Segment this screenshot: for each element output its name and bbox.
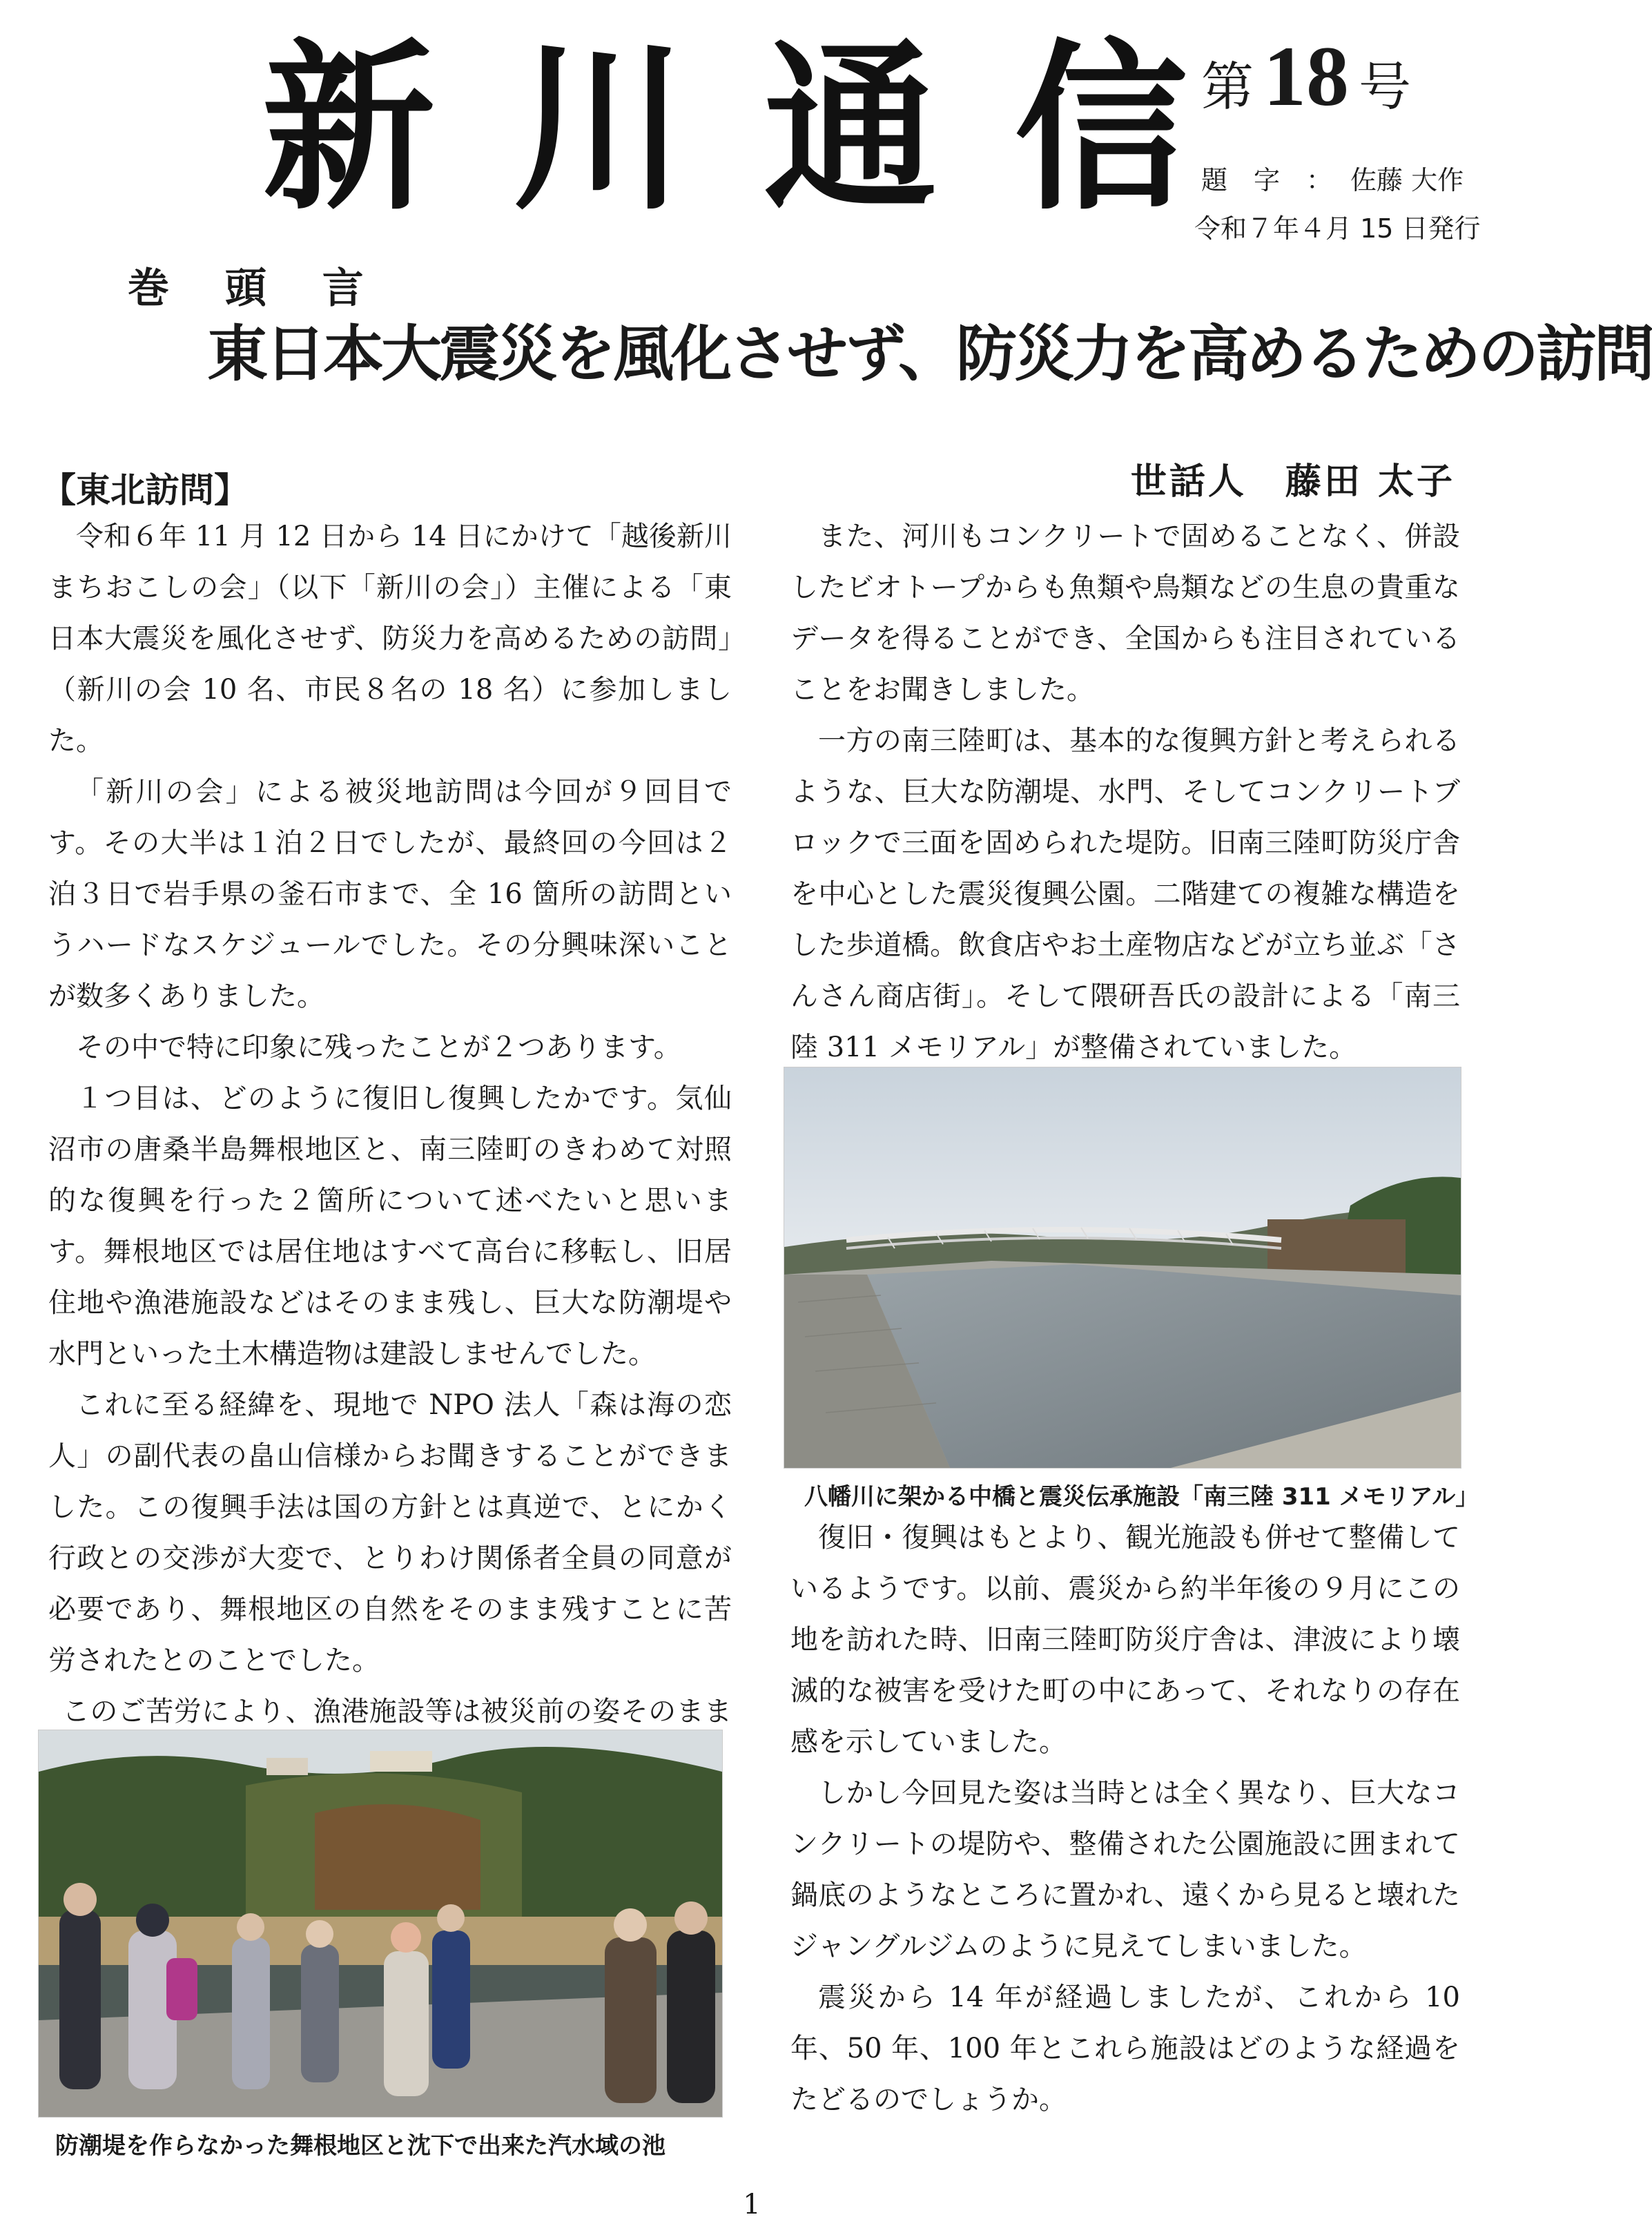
- photo-bridge-memorial: [784, 1067, 1461, 1469]
- section-title: 【東北訪問】: [41, 470, 249, 510]
- paragraph: 震災から 14 年が経過しましたが、これから 10 年、50 年、100 年とこれら施設はどのような経過をたどるのでしょうか。: [790, 1982, 1460, 2116]
- left-column: [48, 511, 732, 1788]
- photo1-caption: 八幡川に架かる中橋と震災伝承施設「南三陸 311 メモリアル」: [804, 1483, 1479, 1511]
- masthead-char-3: 通: [764, 21, 937, 235]
- issue-suffix: 号: [1359, 56, 1411, 117]
- paragraph: 復旧・復興はもとより、観光施設も併せて整備しているようです。以前、震災から約半年後の９月にこの地を訪れた時、旧南三陸町防災庁舎は、津波により壊滅的な被害を受けた町の中にあって、それなりの存在感を示していました。: [790, 1522, 1460, 1758]
- paragraph: 令和６年 11 月 12 日から 14 日にかけて「越後新川まちおこしの会」（以下「新川の会」）主催による「東日本大震災を風化させず、防災力を高めるための訪問」（新川の会 10 名、市民８名の 18 名）に参加しました。: [48, 521, 732, 757]
- paragraph: 「新川の会」による被災地訪問は今回が９回目です。その大半は１泊２日でしたが、最終回の今回は２泊３日で岩手県の釜石市まで、全 16 箇所の訪問というハードなスケジュールでした。その分興味深いことが数多くありました。: [48, 776, 732, 1012]
- masthead-char-4: 信: [1014, 21, 1187, 235]
- masthead-char-2: 川: [513, 21, 686, 235]
- calligrapher-label: 題 字 ：: [1201, 165, 1333, 195]
- paragraph: しかし今回見た姿は当時とは全く異なり、巨大なコンクリートの堤防や、整備された公園施設に囲まれて鍋底のようなところに置かれ、遠くから見ると壊れたジャングルジムのように見えてしまいました。: [790, 1777, 1460, 1962]
- page-number: 1: [743, 2189, 761, 2220]
- calligrapher-name: 佐藤 大作: [1350, 165, 1464, 195]
- author: 世話人 藤田 太子: [1130, 461, 1455, 503]
- calligrapher-credit: [1201, 159, 1464, 197]
- right-column-bottom: [790, 1512, 1460, 2125]
- right-column-top: [790, 511, 1460, 1073]
- paragraph: その中で特に印象に残ったことが２つあります。: [76, 1032, 681, 1063]
- issue-number: [1201, 28, 1477, 124]
- photo-group-pond: [38, 1730, 723, 2118]
- photo2-caption: 防潮堤を作らなかった舞根地区と沈下で出来た汽水域の池: [55, 2132, 665, 2160]
- issue-prefix: 第: [1201, 56, 1254, 117]
- issue-date: 令和７年４月 15 日発行: [1194, 213, 1481, 244]
- paragraph: 一方の南三陸町は、基本的な復興方針と考えられるような、巨大な防潮堤、水門、そしてコンクリートブロックで三面を固められた堤防。旧南三陸町防災庁舎を中心とした震災復興公園。二階建ての複雑な構造をした歩道橋。飲食店やお土産物店などが立ち並ぶ「さんさん商店街」。そして隈研吾氏の設計による「南三陸 311 メモリアル」が整備されていました。: [790, 725, 1460, 1063]
- issue-number-value: 18: [1263, 29, 1349, 124]
- paragraph: １つ目は、どのように復旧し復興したかです。気仙沼市の唐桑半島舞根地区と、南三陸町のきわめて対照的な復興を行った２箇所について述べたいと思います。舞根地区では居住地はすべて高台に移転し、旧居住地や漁港施設などはそのまま残し、巨大な防潮堤や水門といった土木構造物は建設しませんでした。: [48, 1083, 732, 1370]
- headline: 東日本大震災を風化させず、防災力を高めるための訪問: [207, 318, 1652, 389]
- column-name: 巻 頭 言: [128, 264, 385, 313]
- paragraph: また、河川もコンクリートで固めることなく、併設したビオトープからも魚類や鳥類などの生息の貴重なデータを得ることができ、全国からも注目されていることをお聞きしました。: [790, 521, 1460, 706]
- paragraph: これに至る経緯を、現地で NPO 法人「森は海の恋人」の副代表の畠山信様からお聞きすることができました。この復興手法は国の方針とは真逆で、とにかく行政との交渉が大変で、とりわけ関係者全員の同意が必要であり、舞根地区の自然をそのまま残すことに苦労されたとのことでした。: [48, 1389, 732, 1676]
- paragraph: このご苦労により、漁港施設等は被災前の姿そのまま: [62, 1696, 732, 1727]
- masthead-title: [262, 21, 1187, 235]
- masthead-char-1: 新: [262, 21, 435, 235]
